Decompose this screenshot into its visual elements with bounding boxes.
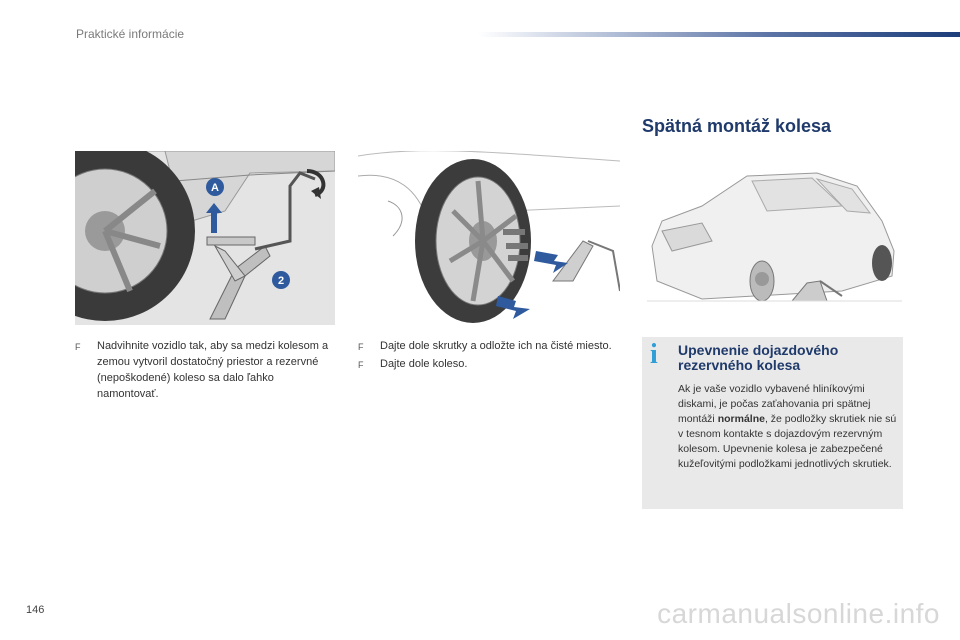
info-text-part1: Ak je vaše vozidlo vybavené hliníkovými diskami, je počas zaťahovania pri spätnej montáži — [678, 383, 871, 425]
label-a: A — [211, 182, 219, 194]
car-drawing — [642, 151, 903, 325]
header-gradient-bar — [478, 32, 960, 37]
bullet-marker: F — [75, 342, 81, 352]
jack-illustration — [75, 151, 335, 325]
page-number: 146 — [26, 604, 45, 616]
info-box-title: Upevnenie dojazdového rezervného kolesa — [678, 342, 839, 373]
car-illustration — [642, 151, 903, 325]
column1-list — [75, 338, 330, 403]
list-item-text: Dajte dole skrutky a odložte ich na čisté miesto. — [380, 340, 612, 352]
list-item — [358, 338, 613, 355]
info-box — [642, 337, 903, 509]
column2-list — [358, 338, 613, 374]
wheel-removal-illustration — [358, 151, 620, 325]
section-title: Spätná montáž kolesa — [642, 116, 832, 136]
jack-drawing — [75, 151, 335, 325]
list-item-text: Dajte dole koleso. — [380, 358, 468, 370]
bullet-marker: F — [358, 360, 364, 370]
list-item-text: Nadvihnite vozidlo tak, aby sa medzi kolesom a zemou vytvoril dostatočný priestor a rezervné (nepoškodené) koleso sa dalo ľahko namontovať. — [97, 340, 329, 400]
bullet-marker: F — [358, 342, 364, 352]
watermark: carmanualsonline.info — [657, 598, 940, 629]
label-2: 2 — [277, 275, 285, 287]
info-box-text — [678, 382, 900, 472]
page-header-title: Praktické informácie — [76, 27, 185, 41]
info-icon: i — [650, 339, 658, 370]
list-item — [75, 338, 330, 402]
list-item — [358, 356, 613, 373]
info-text-bold: normálne — [717, 413, 765, 425]
info-text-part2: , že podložky skrutiek nie sú v tesnom kontakte s dojazdovým rezervným kolesom. Upevnenie kolesa je zabezpečené kužeľovitými podložkami jednotlivých skrutiek. — [678, 413, 897, 470]
wheel-drawing — [358, 151, 620, 325]
